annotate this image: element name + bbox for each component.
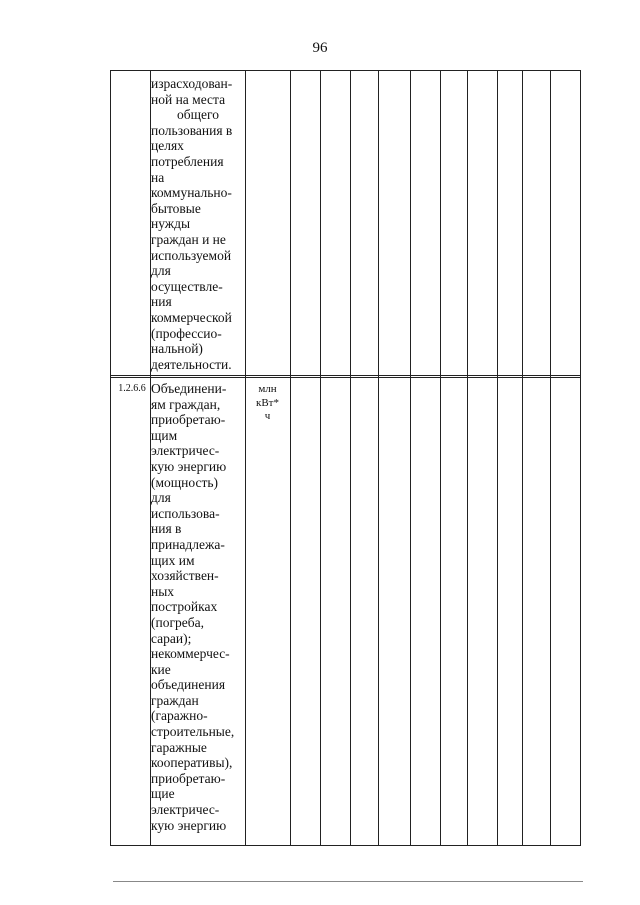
row-2-unit <box>245 383 290 424</box>
table-column-line <box>580 70 581 846</box>
description-line: щие <box>151 786 175 802</box>
description-line: кую энергию <box>151 817 227 833</box>
description-line: израсходован- <box>151 76 233 91</box>
description-line: принадлежа- <box>151 536 225 552</box>
description-line: бытовые <box>151 200 201 216</box>
description-line: (гаражно- <box>151 708 208 724</box>
description-line: потребления <box>151 153 224 169</box>
description-line: щих им <box>151 552 195 568</box>
row-1-description <box>151 76 245 372</box>
description-line: осуществле- <box>151 278 223 294</box>
description-line: граждан <box>151 692 199 708</box>
description-line: щим <box>151 427 178 443</box>
description-line: кооперативы), <box>151 755 233 771</box>
description-line: для <box>151 263 171 279</box>
table-column-line <box>522 70 523 846</box>
description-line: кие <box>151 661 171 677</box>
table-column-line <box>350 70 351 846</box>
description-line: постройках <box>151 599 218 615</box>
page-number: 96 <box>312 40 328 56</box>
table-bottom-border <box>110 845 580 846</box>
unit-line: ч <box>264 410 271 422</box>
description-line: приобретаю- <box>151 770 226 786</box>
unit-line: кВт* <box>256 396 279 409</box>
description-line: коммунально- <box>151 185 232 201</box>
description-line: на <box>151 169 165 185</box>
row-divider <box>110 375 580 378</box>
description-line: использова- <box>151 505 220 521</box>
table-column-line <box>497 70 498 846</box>
table-column-line <box>290 70 291 846</box>
description-line: деятельности. <box>151 356 232 372</box>
description-line: кую энергию <box>151 458 227 474</box>
row-2-code: 1.2.6.6 <box>118 383 146 394</box>
description-line: используемой <box>151 247 232 263</box>
description-line: пользования в <box>151 122 233 138</box>
table-column-line <box>410 70 411 846</box>
description-line: ния <box>151 294 172 310</box>
description-line: строительные, <box>151 724 235 740</box>
description-line: электричес- <box>151 802 220 818</box>
table-top-border <box>110 70 580 71</box>
description-line: (мощность) <box>151 474 219 490</box>
description-line: целях <box>151 138 184 154</box>
row-2-description <box>151 381 245 833</box>
table-column-line <box>550 70 551 846</box>
table-column-line <box>245 70 246 846</box>
table-column-line <box>320 70 321 846</box>
description-line: для <box>151 490 171 506</box>
description-line: хозяйствен- <box>151 568 219 584</box>
scan-bottom-edge <box>113 881 583 882</box>
description-line: граждан и не <box>151 231 226 247</box>
description-line: приобретаю- <box>151 412 226 428</box>
table-column-line <box>110 70 111 846</box>
description-line: коммерческой <box>151 309 232 325</box>
description-line: объединения <box>151 677 226 693</box>
description-line: (погреба, <box>151 614 204 630</box>
description-line: нужды <box>151 216 191 232</box>
description-line: сараи); <box>151 630 192 646</box>
description-line: Объединени- <box>151 381 227 396</box>
description-line: некоммерчес- <box>151 646 230 662</box>
description-line: ям граждан, <box>151 396 221 412</box>
description-line: гаражные <box>151 739 207 755</box>
description-line: нальной) <box>151 341 203 357</box>
description-line: (профессио- <box>151 325 222 341</box>
table-column-line <box>467 70 468 846</box>
description-line: общего <box>177 107 219 123</box>
table-column-line <box>378 70 379 846</box>
description-line: ной на места <box>151 91 226 107</box>
description-line: электричес- <box>151 443 220 459</box>
description-line: ния в <box>151 521 182 537</box>
unit-line: млн <box>258 383 277 395</box>
table-column-line <box>440 70 441 846</box>
description-line: ных <box>151 583 175 599</box>
